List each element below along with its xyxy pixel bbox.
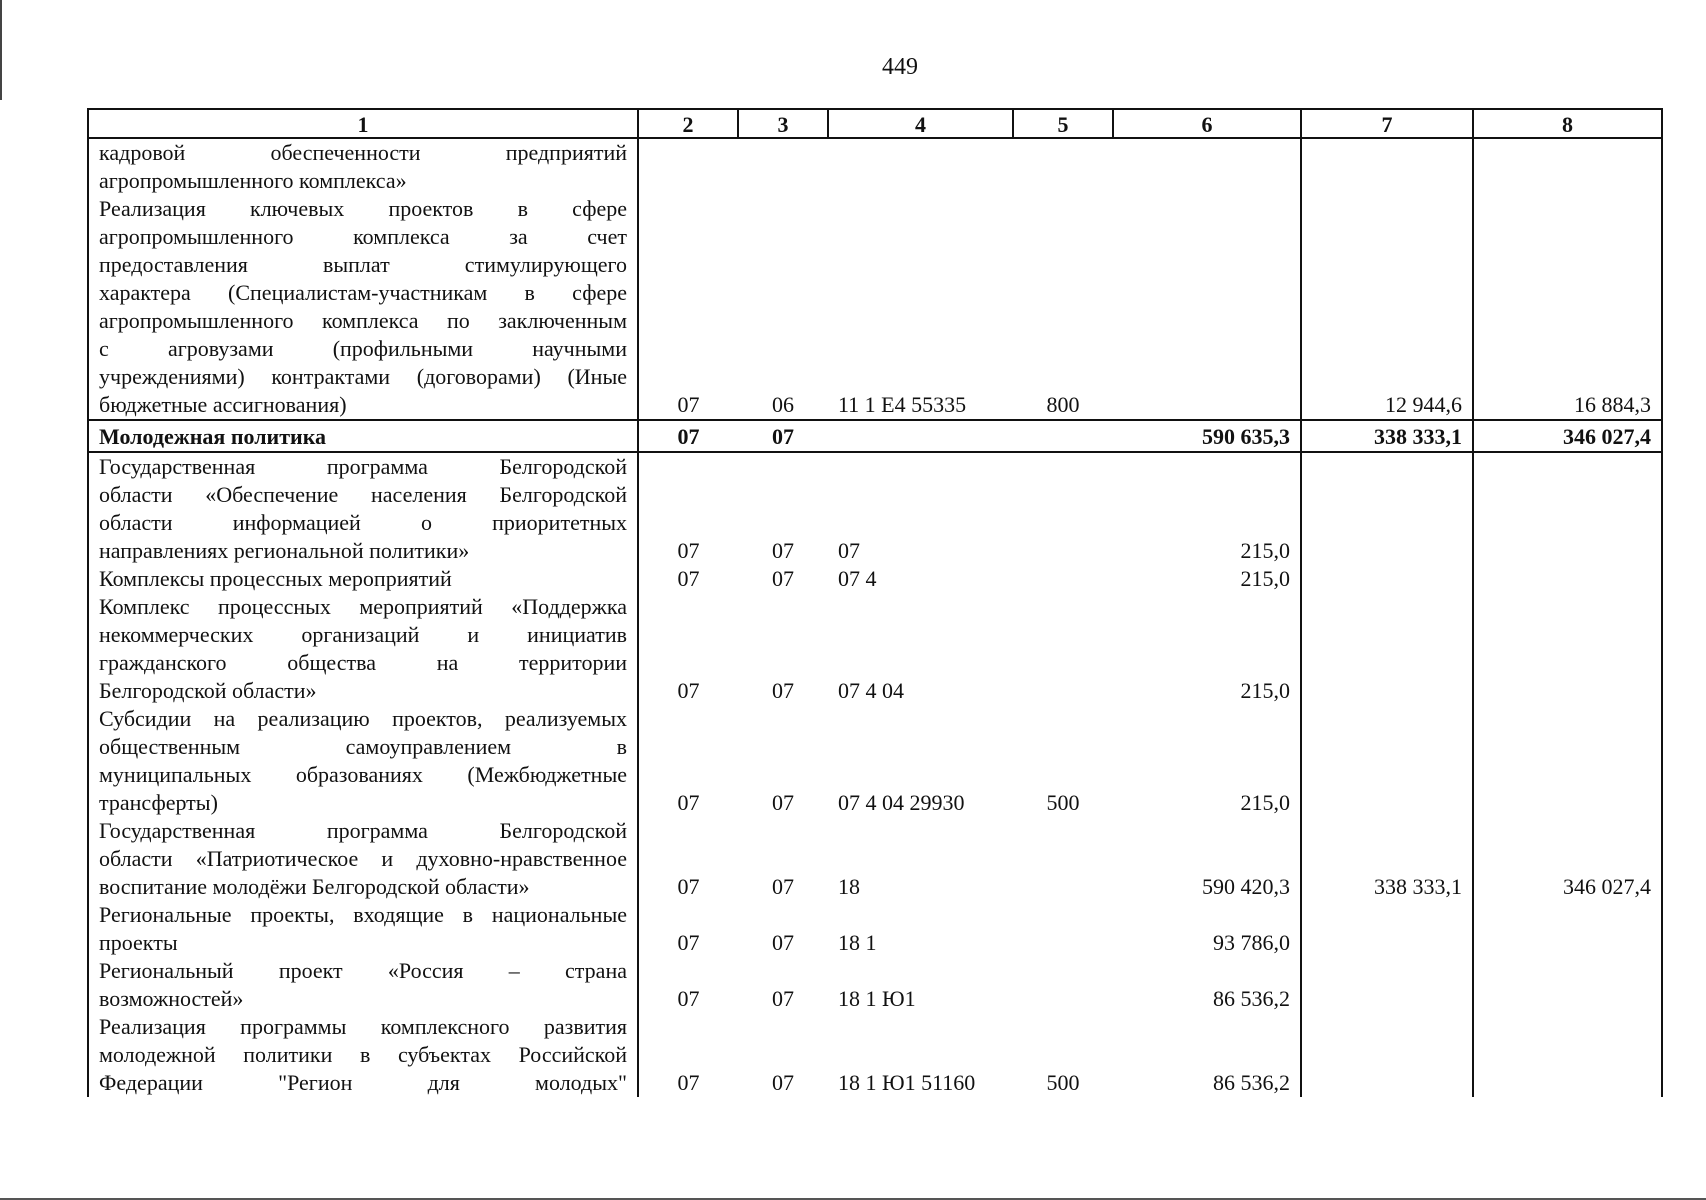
description-line: Государственная программа Белгородской [99,454,627,479]
row-description [88,901,638,957]
cell-c8 [1473,452,1662,565]
table-row [88,452,1662,565]
cell-c5 [1013,957,1113,1013]
description-line: Реализация программы комплексного развития [99,1014,627,1039]
table-row [88,957,1662,1013]
row-description [88,957,638,1013]
table-row [88,593,1662,705]
column-header: 4 [828,109,1013,138]
column-header: 8 [1473,109,1662,138]
cell-c4: 18 [838,874,860,899]
cell-c4 [828,420,1013,452]
description-line: учреждениями) контрактами (договорами) (Иные [99,364,627,389]
cell-c6: 215,0 [1113,593,1301,705]
cell-c5 [1013,901,1113,957]
row-description [88,565,638,593]
cell-c6: 215,0 [1113,452,1301,565]
cell-c7 [1301,705,1473,817]
description-line: области «Патриотическое и духовно-нравственное [99,846,627,871]
cell-c4: 11 1 Е4 55335 [838,392,967,417]
description-line: агропромышленного комплекса по заключенным [99,308,627,333]
cell-c7 [1301,901,1473,957]
description-line: характера (Специалистам-участникам в сфере [99,280,627,305]
cell-c4: 07 [838,538,860,563]
description-line: бюджетные ассигнования) [99,392,347,417]
cell-c2: 07 [677,392,700,417]
description-line: проекты [99,930,178,955]
cell-c8: 346 027,4 [1473,817,1662,901]
cell-c3: 07 [772,566,794,591]
cell-c7 [1301,957,1473,1013]
cell-c4: 18 1 Ю1 51160 [838,1070,976,1095]
cell-c8 [1473,705,1662,817]
table-row [88,901,1662,957]
page-number: 449 [882,54,918,80]
description-line: некоммерческих организаций и инициатив [99,622,627,647]
description-line: Субсидии на реализацию проектов, реализуемых [99,706,627,731]
cell-c8 [1473,593,1662,705]
description-line: молодежной политики в субъектах Российской [99,1042,627,1067]
description-line: направлениях региональной политики» [99,538,470,563]
description-line: Комплексы процессных мероприятий [99,566,452,591]
table-row [88,817,1662,901]
column-header: 2 [638,109,738,138]
row-description [88,452,638,565]
row-description [88,1013,638,1097]
description-line: агропромышленного комплекса» [99,168,407,193]
cell-c3: 07 [772,874,794,899]
row-description [88,138,638,420]
cell-c6 [1113,138,1301,420]
table-row [88,420,1662,452]
cell-c7: 338 333,1 [1301,420,1473,452]
description-line: Федерации "Регион для молодых" [99,1070,627,1095]
table-row [88,565,1662,593]
table-row [88,138,1662,420]
cell-c3: 07 [772,538,794,563]
cell-c4: 18 1 Ю1 [838,986,916,1011]
cell-c5 [1013,452,1113,565]
row-description [88,817,638,901]
cell-c2: 07 [677,566,700,591]
cell-c8 [1473,957,1662,1013]
description-line: гражданского общества на территории [99,650,627,675]
cell-c8: 346 027,4 [1473,420,1662,452]
description-line: общественным самоуправлением в [99,734,627,759]
cell-c6: 86 536,2 [1113,957,1301,1013]
cell-c5 [1013,817,1113,901]
cell-c5: 500 [1046,1070,1080,1095]
description-line: возможностей» [99,986,244,1011]
cell-c5: 500 [1046,790,1080,815]
cell-c4: 07 4 04 [838,678,904,703]
cell-c5 [1013,593,1113,705]
row-description [88,705,638,817]
cell-c6: 215,0 [1113,565,1301,593]
column-header: 5 [1013,109,1113,138]
scan-edge [0,0,2,100]
cell-c4: 07 4 [838,566,877,591]
table-row [88,1013,1662,1097]
cell-c8 [1473,901,1662,957]
cell-c5 [1013,420,1113,452]
cell-c7: 12 944,6 [1301,138,1473,420]
cell-c2: 07 [638,420,738,452]
description-line: воспитание молодёжи Белгородской области» [99,874,530,899]
description-line: Региональные проекты, входящие в национальные [99,902,627,927]
table-body [88,138,1662,1097]
cell-c5 [1013,565,1113,593]
description-line: трансферты) [99,790,218,815]
cell-c6: 86 536,2 [1113,1013,1301,1097]
description-line: кадровой обеспеченности предприятий [99,140,627,165]
cell-c3: 06 [772,392,794,417]
cell-c6: 93 786,0 [1113,901,1301,957]
cell-c3: 07 [772,678,794,703]
description-line: Молодежная политика [99,424,327,449]
table-row [88,705,1662,817]
description-line: области «Обеспечение населения Белгородской [99,482,627,507]
description-line: Белгородской области» [99,678,317,703]
cell-c7 [1301,593,1473,705]
cell-c6: 590 420,3 [1113,817,1301,901]
column-header: 1 [88,109,638,138]
cell-c2: 07 [677,1070,700,1095]
cell-c4: 18 1 [838,930,877,955]
cell-c7: 338 333,1 [1301,817,1473,901]
cell-c4: 07 4 04 29930 [838,790,965,815]
cell-c2: 07 [677,986,700,1011]
row-description [88,420,638,452]
cell-c6: 590 635,3 [1113,420,1301,452]
cell-c3: 07 [772,930,794,955]
cell-c5: 800 [1046,392,1080,417]
column-header: 3 [738,109,828,138]
cell-c3: 07 [772,1070,794,1095]
description-line: Комплекс процессных мероприятий «Поддержка [99,594,627,619]
cell-c3: 07 [738,420,828,452]
cell-c8 [1473,1013,1662,1097]
cell-c2: 07 [677,930,700,955]
cell-c8: 16 884,3 [1473,138,1662,420]
cell-c7 [1301,1013,1473,1097]
budget-table [87,108,1663,1097]
cell-c8 [1473,565,1662,593]
cell-c7 [1301,452,1473,565]
description-line: Региональный проект «Россия – страна [99,958,627,983]
column-header: 7 [1301,109,1473,138]
column-header: 6 [1113,109,1301,138]
description-line: Государственная программа Белгородской [99,818,627,843]
table-header-row [88,109,1662,138]
cell-c2: 07 [677,538,700,563]
description-line: области информацией о приоритетных [99,510,627,535]
cell-c2: 07 [677,874,700,899]
description-line: с агровузами (профильными научными [99,336,627,361]
cell-c3: 07 [772,986,794,1011]
description-line: агропромышленного комплекса за счет [99,224,627,249]
description-line: Реализация ключевых проектов в сфере [99,196,627,221]
cell-c2: 07 [677,790,700,815]
cell-c3: 07 [772,790,794,815]
row-description [88,593,638,705]
cell-c2: 07 [677,678,700,703]
cell-c6: 215,0 [1113,705,1301,817]
description-line: муниципальных образованиях (Межбюджетные [99,762,627,787]
description-line: предоставления выплат стимулирующего [99,252,627,277]
cell-c7 [1301,565,1473,593]
